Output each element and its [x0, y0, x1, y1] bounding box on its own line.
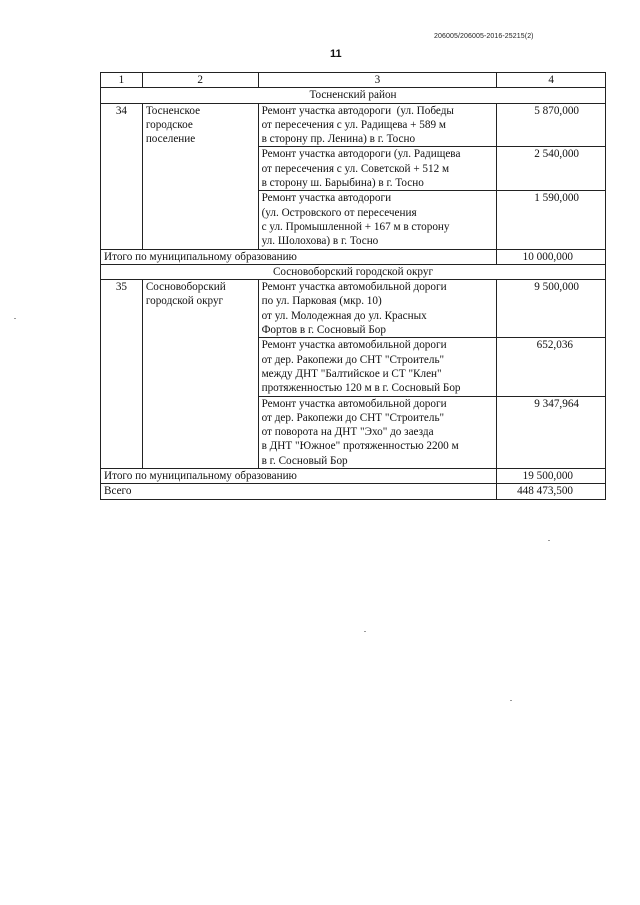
text-line: от дер. Ракопежи до СНТ "Строитель" [261, 411, 445, 424]
funding-table [100, 72, 606, 500]
subtotal-row [101, 249, 606, 264]
project-amount: 1 590,000 [497, 191, 606, 249]
subtotal-row [101, 469, 606, 484]
text-line: Фортов в г. Сосновый Бор [261, 324, 386, 337]
text-line: Сосновоборский [145, 281, 226, 294]
project-description [258, 103, 497, 147]
project-amount: 5 870,000 [497, 103, 606, 147]
project-description [258, 396, 497, 468]
text-line: Ремонт участка автомобильной дороги [261, 339, 447, 352]
project-amount: 9 347,964 [497, 396, 606, 468]
region-title: Сосновоборский городской округ [101, 264, 606, 279]
row-number: 34 [101, 103, 143, 249]
text-line: поселение [145, 133, 196, 146]
subtotal-label: Итого по муниципальному образованию [101, 469, 497, 484]
project-description [258, 338, 497, 396]
subtotal-amount: 10 000,000 [497, 249, 606, 264]
total-amount: 448 473,500 [497, 484, 606, 499]
scan-speck [510, 700, 512, 701]
col-header-1: 1 [101, 73, 143, 88]
row-number: 35 [101, 280, 143, 469]
scan-speck [548, 540, 550, 541]
table-row [101, 280, 606, 338]
text-line: городской округ [145, 295, 224, 308]
total-row [101, 484, 606, 499]
text-line: в сторону пр. Ленина) в г. Тосно [261, 133, 416, 146]
region-title: Тосненский район [101, 88, 606, 103]
region-row [101, 264, 606, 279]
project-amount: 2 540,000 [497, 147, 606, 191]
col-header-2: 2 [142, 73, 258, 88]
text-line: протяженностью 120 м в г. Сосновый Бор [261, 382, 461, 395]
text-line: от дер. Ракопежи до СНТ "Строитель" [261, 353, 445, 366]
text-line: от пересечения с ул. Радищева + 589 м [261, 118, 446, 131]
col-header-4: 4 [497, 73, 606, 88]
project-amount: 652,036 [497, 338, 606, 396]
text-line: с ул. Промышленной + 167 м в сторону [261, 220, 450, 233]
text-line: (ул. Островского от пересечения [261, 206, 417, 219]
project-description [258, 191, 497, 249]
subtotal-label: Итого по муниципальному образованию [101, 249, 497, 264]
text-line: городское [145, 118, 193, 131]
text-line: Тосненское [145, 104, 201, 117]
text-line: Ремонт участка автодороги (ул. Победы [261, 104, 454, 117]
header-row [101, 73, 606, 88]
text-line: между ДНТ "Балтийское и СТ "Клен" [261, 367, 442, 380]
region-row [101, 88, 606, 103]
text-line: от пересечения с ул. Советской + 512 м [261, 162, 450, 175]
text-line: Ремонт участка автомобильной дороги [261, 397, 447, 410]
subtotal-amount: 19 500,000 [497, 469, 606, 484]
text-line: в ДНТ "Южное" протяженностью 2200 м [261, 440, 459, 453]
municipality-name [142, 280, 258, 469]
project-description [258, 147, 497, 191]
text-line: в сторону ш. Барыбина) в г. Тосно [261, 177, 424, 190]
text-line: Ремонт участка автомобильной дороги [261, 281, 447, 294]
col-header-3: 3 [258, 73, 497, 88]
page-number: 11 [330, 48, 342, 60]
total-label: Всего [101, 484, 497, 499]
project-description [258, 280, 497, 338]
scan-speck [364, 631, 366, 632]
document-id: 206005/206005-2016-25215(2) [434, 33, 534, 40]
text-line: Ремонт участка автодороги [261, 192, 392, 205]
text-line: ул. Шолохова) в г. Тосно [261, 235, 379, 248]
text-line: Ремонт участка автодороги (ул. Радищева [261, 148, 461, 161]
municipality-name [142, 103, 258, 249]
table-row [101, 103, 606, 147]
text-line: от ул. Молодежная до ул. Красных [261, 309, 427, 322]
text-line: в г. Сосновый Бор [261, 454, 348, 467]
scan-speck [14, 318, 16, 319]
project-amount: 9 500,000 [497, 280, 606, 338]
text-line: по ул. Парковая (мкр. 10) [261, 295, 382, 308]
text-line: от поворота на ДНТ "Эхо" до заезда [261, 426, 434, 439]
